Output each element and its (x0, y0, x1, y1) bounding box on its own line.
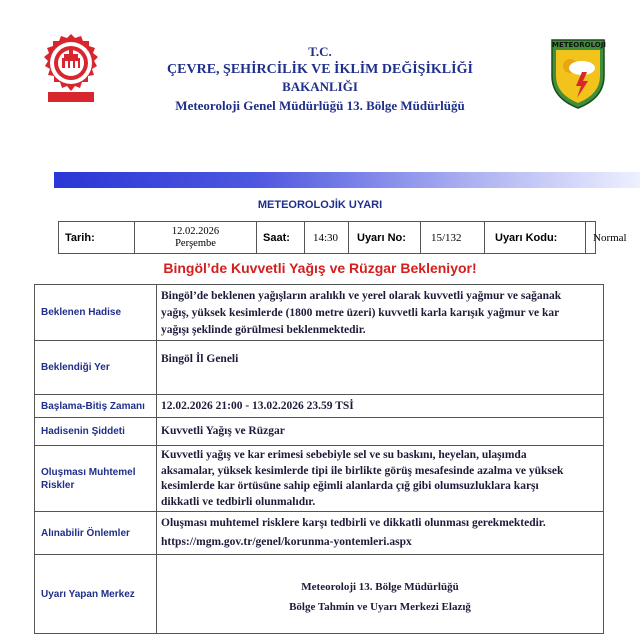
row-start-end-time (35, 395, 603, 418)
warning-info-table (58, 221, 627, 254)
date-value: 12.02.2026 (171, 225, 220, 237)
possible-risks-value (157, 446, 603, 511)
header-ministry-name: ÇEVRE, ŞEHİRCİLİK VE İKLİM DEĞİŞİKLİĞİ (167, 62, 473, 77)
expected-event-line: yağış, yüksek kesimlerde (1800 metre üzeri) kuvvetli karla karışık yağmur ve kar (161, 307, 560, 319)
warning-no-label: Uyarı No: (349, 222, 421, 253)
possible-risks-line: Kuvvetli yağış ve kar erimesi sebebiyle sel ve su baskını, heyelan, ulaşımda (161, 449, 527, 461)
issuing-center-value (157, 555, 603, 633)
issuing-center-line: Meteoroloji 13. Bölge Müdürlüğü (301, 581, 459, 593)
ministry-seal-logo (38, 32, 104, 104)
precautions-link[interactable]: https://mgm.gov.tr/genel/korunma-yontemleri.aspx (161, 536, 412, 548)
expected-event-label: Beklenen Hadise (35, 285, 157, 340)
warning-headline: Bingöl’de Kuvvetli Yağış ve Rüzgar Bekleniyor! (163, 260, 477, 276)
header-directorate: Meteoroloji Genel Müdürlüğü 13. Bölge Müdürlüğü (175, 98, 465, 113)
row-possible-risks (35, 446, 603, 512)
expected-event-value (157, 285, 603, 340)
issuing-center-label: Uyarı Yapan Merkez (35, 555, 157, 633)
row-severity (35, 418, 603, 446)
document-title: METEOROLOJİK UYARI (257, 199, 383, 211)
day-value: Perşembe (175, 237, 216, 249)
start-end-time-label: Başlama-Bitiş Zamanı (35, 395, 157, 417)
start-end-time-value: 12.02.2026 21:00 - 13.02.2026 23.59 TSİ (161, 400, 354, 412)
precautions-label: Alınabilir Önlemler (35, 512, 157, 554)
severity-value: Kuvvetli Yağış ve Rüzgar (161, 425, 285, 437)
precautions-line: Oluşması muhtemel risklere karşı tedbirli ve dikkatli olunması gerekmektedir. (161, 517, 546, 529)
meteorology-logo (548, 36, 608, 110)
possible-risks-line: kesimlerde kar örtüsüne sahip eğimli alanlarda çığ gibi olumsuzluklara karşı (161, 480, 539, 492)
severity-label: Hadisenin Şiddeti (35, 418, 157, 445)
meteorology-logo-text: METEOROLOJİ (552, 41, 606, 49)
date-cell (135, 222, 257, 253)
row-expected-event (35, 285, 603, 341)
row-precautions (35, 512, 603, 555)
possible-risks-label: Oluşması Muhtemel Riskler (35, 446, 157, 511)
precautions-value (157, 512, 603, 554)
header-tc: T.C. (308, 44, 332, 59)
row-issuing-center (35, 555, 603, 633)
header-divider-bar (54, 172, 640, 188)
warning-code-value: Normal (593, 231, 627, 244)
expected-place-value: Bingöl İl Geneli (161, 353, 239, 365)
row-expected-place (35, 341, 603, 395)
expected-place-label: Beklendiği Yer (35, 341, 157, 394)
warning-details-table (34, 284, 604, 634)
expected-event-line: Bingöl’de beklenen yağışların aralıklı ve yerel olarak kuvvetli yağmur ve sağanak (161, 290, 562, 302)
time-value: 14:30 (305, 222, 349, 253)
warning-code-label: Uyarı Kodu: (485, 222, 586, 253)
header-bakanlik: BAKANLIĞI (282, 79, 358, 94)
possible-risks-line: dikkatli ve tedbirli olunmalıdır. (161, 495, 316, 508)
possible-risks-line: aksamalar, yüksek kesimlerde tipi ile birlikte görüş mesafesinde azalma ve yüksek (161, 464, 564, 477)
issuing-center-line: Bölge Tahmin ve Uyarı Merkezi Elazığ (289, 601, 471, 613)
date-label: Tarih: (59, 222, 135, 253)
time-label: Saat: (257, 222, 305, 253)
warning-no-value: 15/132 (421, 222, 485, 253)
expected-event-line: yağışı şeklinde görülmesi beklenmektedir. (161, 324, 366, 336)
